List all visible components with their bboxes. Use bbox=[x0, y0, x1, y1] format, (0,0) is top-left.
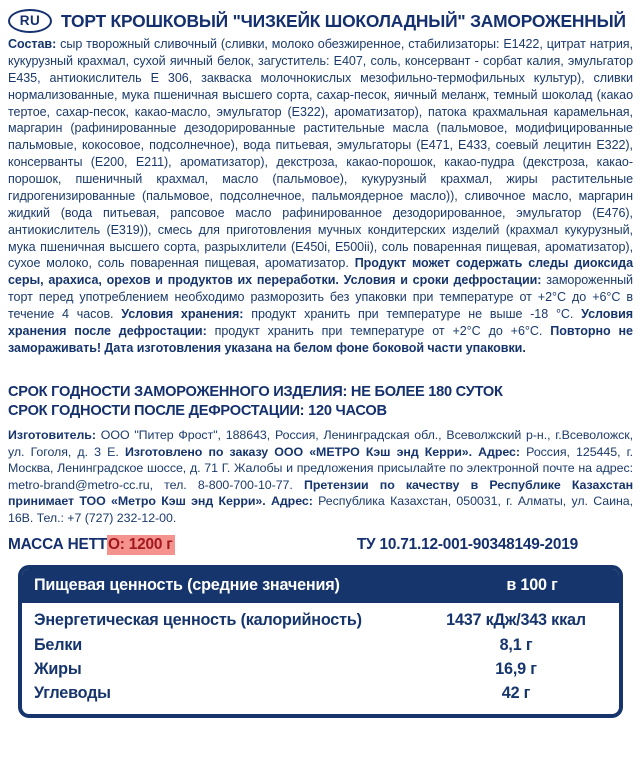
table-row bbox=[34, 657, 607, 681]
no-refreeze-notice: Повторно не замораживать! Дата изготовления указана на белом фоне боковой части упаковки. bbox=[8, 323, 633, 355]
storage-conditions-text: продукт хранить при температуре не выше -18 °С. bbox=[243, 307, 582, 321]
nutrition-row-name: Жиры bbox=[34, 659, 82, 678]
shelf-life-block bbox=[0, 357, 641, 422]
net-mass-label: МАССА НЕТТ bbox=[8, 536, 107, 554]
net-mass-row bbox=[0, 526, 641, 555]
storage-after-defrost-text: продукт хранить при температуре от +2°С до +6°С. bbox=[206, 323, 551, 338]
nutrition-row-name: Белки bbox=[34, 635, 82, 654]
ordered-by-label: Изготовлено по заказу ООО «МЕТРО Кэш энд Керри». Адрес: bbox=[124, 444, 520, 459]
defrost-conditions-text: замороженный торт перед употреблением необходимо разморозить без упаковки при температуре от +2°С до +6°С в течение 4 часов. bbox=[8, 273, 634, 321]
manufacturer-paragraph bbox=[0, 421, 641, 526]
title-row bbox=[0, 0, 641, 33]
table-row bbox=[34, 681, 607, 705]
ru-country-badge-icon: RU bbox=[8, 9, 52, 33]
nutrition-row-value: 1437 кДж/343 ккал bbox=[446, 611, 586, 630]
shelf-life-frozen: СРОК ГОДНОСТИ ЗАМОРОЖЕННОГО ИЗДЕЛИЯ: НЕ БОЛЕЕ 180 СУТОК bbox=[8, 383, 503, 400]
nutrition-table bbox=[18, 565, 623, 718]
net-mass-value: О: 1200 г bbox=[107, 535, 176, 555]
tu-specification-code: ТУ 10.71.12-001-90348149-2019 bbox=[356, 536, 578, 554]
table-row bbox=[34, 633, 607, 657]
nutrition-row-name: Энергетическая ценность (калорийность) bbox=[34, 611, 362, 630]
nutrition-header-title: Пищевая ценность (средние значения) bbox=[34, 576, 340, 595]
kazakhstan-claims-text: Республика Казахстан, 050031, г. Алматы, ул. Саина, 16В. Тел.: +7 (727) 232-12-00. bbox=[8, 494, 633, 525]
ingredients-text: сыр творожный сливочный (сливки, молоко обезжиренное, стабилизаторы: Е1422, цитрат натрия, кукурузный крахмал, сухой яичный белок, загуститель: Е407, соль, консервант - сорбат калия, эмульгатор Е435, антиокислитель Е 306, закваска молочнокислых мезофильно-термофильных культур), сливки нормализованные, мука пшеничная высшего сорта, сахар-песок, яичный меланж, темный шоколад (какао тертое, сахар-песок, какао-масло, эмульгатор (Е322), ароматизатор), патока крахмальная карамельная, маргарин (рафинированные дезодорированные растительные масла (пальмовое, модифицированные пальмовые, кокосовое, подсолнечное), вода питьевая, эмульгаторы (Е471, Е433, соевый лецитин Е322), консерванты (Е200, Е211), ароматизатор), декстроза, какао-порошок, какао-пудра (декстроза, какао-порошок, пшеничный крахмал, масло (пальмовое), кукурузный крахмал, жиры растительные гидрогенизированные (пальмовое, подсолнечное, пальмоядерное масло)), сливочное масло, маргарин жидкий (вода питьевая, рапсовое масло рафинированное дезодорированное, эмульгатор (Е476), антиокислитель (Е319)), смесь для приготовления мучных кондитерских изделий (крахмал кукурузный, мука пшеничная высшего сорта, разрыхлители (Е450i, Е500ii), соль поваренная пищевая, ароматизатор), сухое молоко, соль поваренная пищевая, ароматизатор. bbox=[8, 37, 633, 271]
ordered-by-text: Россия, 125445, г. Москва, Ленинградское шоссе, д. 71 Г. Жалобы и предложения присылайте по электронной почте на адрес: metro-brand@metro-cc.ru, тел. 8-800-700-10-77. bbox=[8, 444, 633, 492]
allergen-warning: Продукт может содержать следы диоксида серы, арахиса, орехов и продуктов их переработки. bbox=[8, 256, 633, 288]
kazakhstan-claims-label: Претензии по качеству в Республике Казахстан принимает ТОО «Метро Кэш энд Керри». Адрес: bbox=[8, 477, 633, 509]
composition-label: Состав: bbox=[8, 37, 57, 51]
storage-after-defrost-label: Условия хранения после дефростации: bbox=[8, 307, 633, 338]
composition-paragraph bbox=[0, 33, 641, 357]
nutrition-table-header bbox=[22, 569, 619, 603]
nutrition-row-value: 16,9 г bbox=[495, 659, 537, 678]
nutrition-row-value: 42 г bbox=[501, 683, 531, 702]
shelf-life-defrosted: СРОК ГОДНОСТИ ПОСЛЕ ДЕФРОСТАЦИИ: 120 ЧАСОВ bbox=[8, 403, 387, 420]
nutrition-table-wrapper bbox=[0, 555, 641, 718]
manufacturer-label: Изготовитель: bbox=[8, 428, 96, 443]
table-row bbox=[34, 608, 607, 632]
manufacturer-text: ООО "Питер Фрост", 188643, Россия, Ленинградская обл., Всеволжский р-н., г.Всеволожск, ул. Гоголя, д. 3 Е. bbox=[8, 428, 633, 459]
nutrition-row-value: 8,1 г bbox=[499, 635, 533, 654]
nutrition-table-body bbox=[22, 603, 619, 714]
nutrition-row-name: Углеводы bbox=[34, 683, 111, 702]
product-title: ТОРТ КРОШКОВЫЙ "ЧИЗКЕЙК ШОКОЛАДНЫЙ" ЗАМОРОЖЕННЫЙ bbox=[61, 10, 626, 31]
storage-conditions-label: Условия хранения: bbox=[121, 307, 244, 321]
defrost-conditions-label: Условия и сроки дефростации: bbox=[338, 273, 542, 288]
nutrition-header-per-100g: в 100 г bbox=[506, 576, 558, 595]
